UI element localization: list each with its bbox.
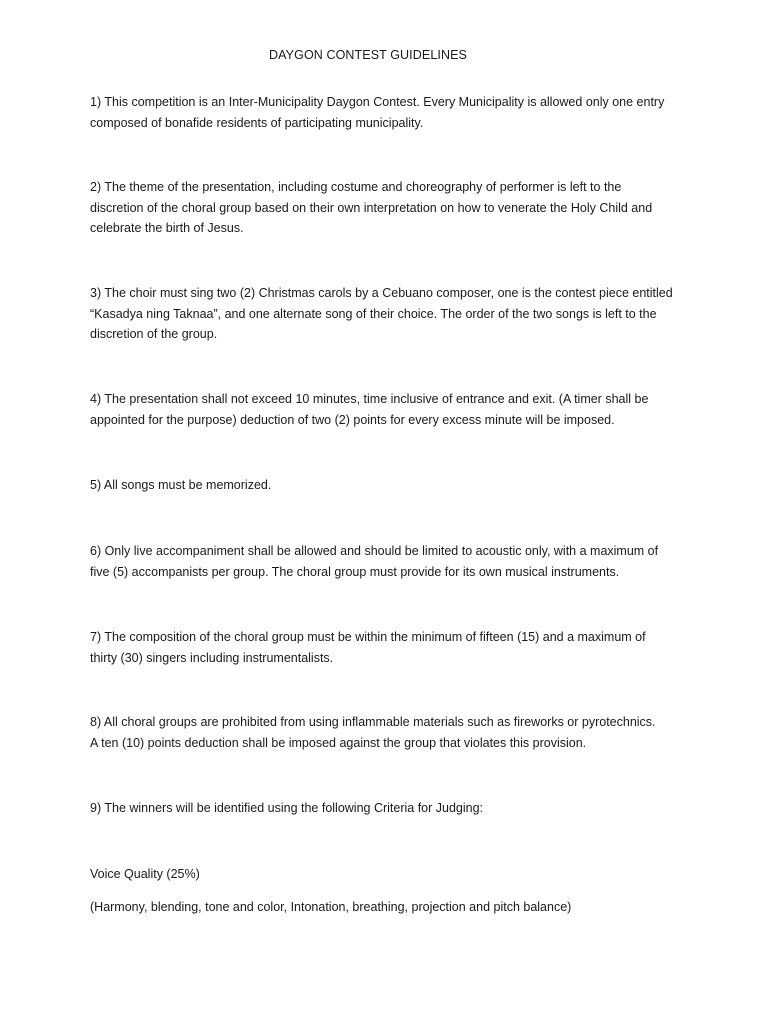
guideline-6: 6) Only live accompaniment shall be allowed and should be limited to acoustic only, with a maximum of five (5) accompanists per group. The choral group must provide for its own musical instruments. (90, 544, 659, 579)
guideline-9: 9) The winners will be identified using the following Criteria for Judging: (90, 801, 484, 815)
criteria-detail-voice-quality: (Harmony, blending, tone and color, Intonation, breathing, projection and pitch balance) (90, 900, 572, 914)
guideline-1: 1) This competition is an Inter-Municipality Daygon Contest. Every Municipality is allowed only one entry composed of bonafide residents of participating municipality. (90, 95, 665, 130)
guideline-3: 3) The choir must sing two (2) Christmas carols by a Cebuano composer, one is the contest piece entitled “Kasadya ning Taknaa”, and one alternate song of their choice. The order of the two songs is left to the discretion of the group. (90, 286, 673, 341)
guideline-4: 4) The presentation shall not exceed 10 minutes, time inclusive of entrance and exit. (A timer shall be appointed for the purpose) deduction of two (2) points for every excess minute will be imposed. (90, 392, 649, 427)
guideline-2: 2) The theme of the presentation, including costume and choreography of performer is left to the discretion of the choral group based on their own interpretation on how to venerate the Holy Child and celebrate the birth of Jesus. (90, 180, 653, 235)
document-title: DAYGON CONTEST GUIDELINES (269, 48, 467, 62)
guideline-7: 7) The composition of the choral group must be within the minimum of fifteen (15) and a maximum of thirty (30) singers including instrumentalists. (90, 630, 646, 665)
criteria-heading-voice-quality: Voice Quality (25%) (90, 867, 200, 881)
guideline-5: 5) All songs must be memorized. (90, 478, 272, 492)
guideline-8: 8) All choral groups are prohibited from using inflammable materials such as fireworks or pyrotechnics. A ten (10) points deduction shall be imposed against the group that violates this provision. (90, 715, 656, 750)
